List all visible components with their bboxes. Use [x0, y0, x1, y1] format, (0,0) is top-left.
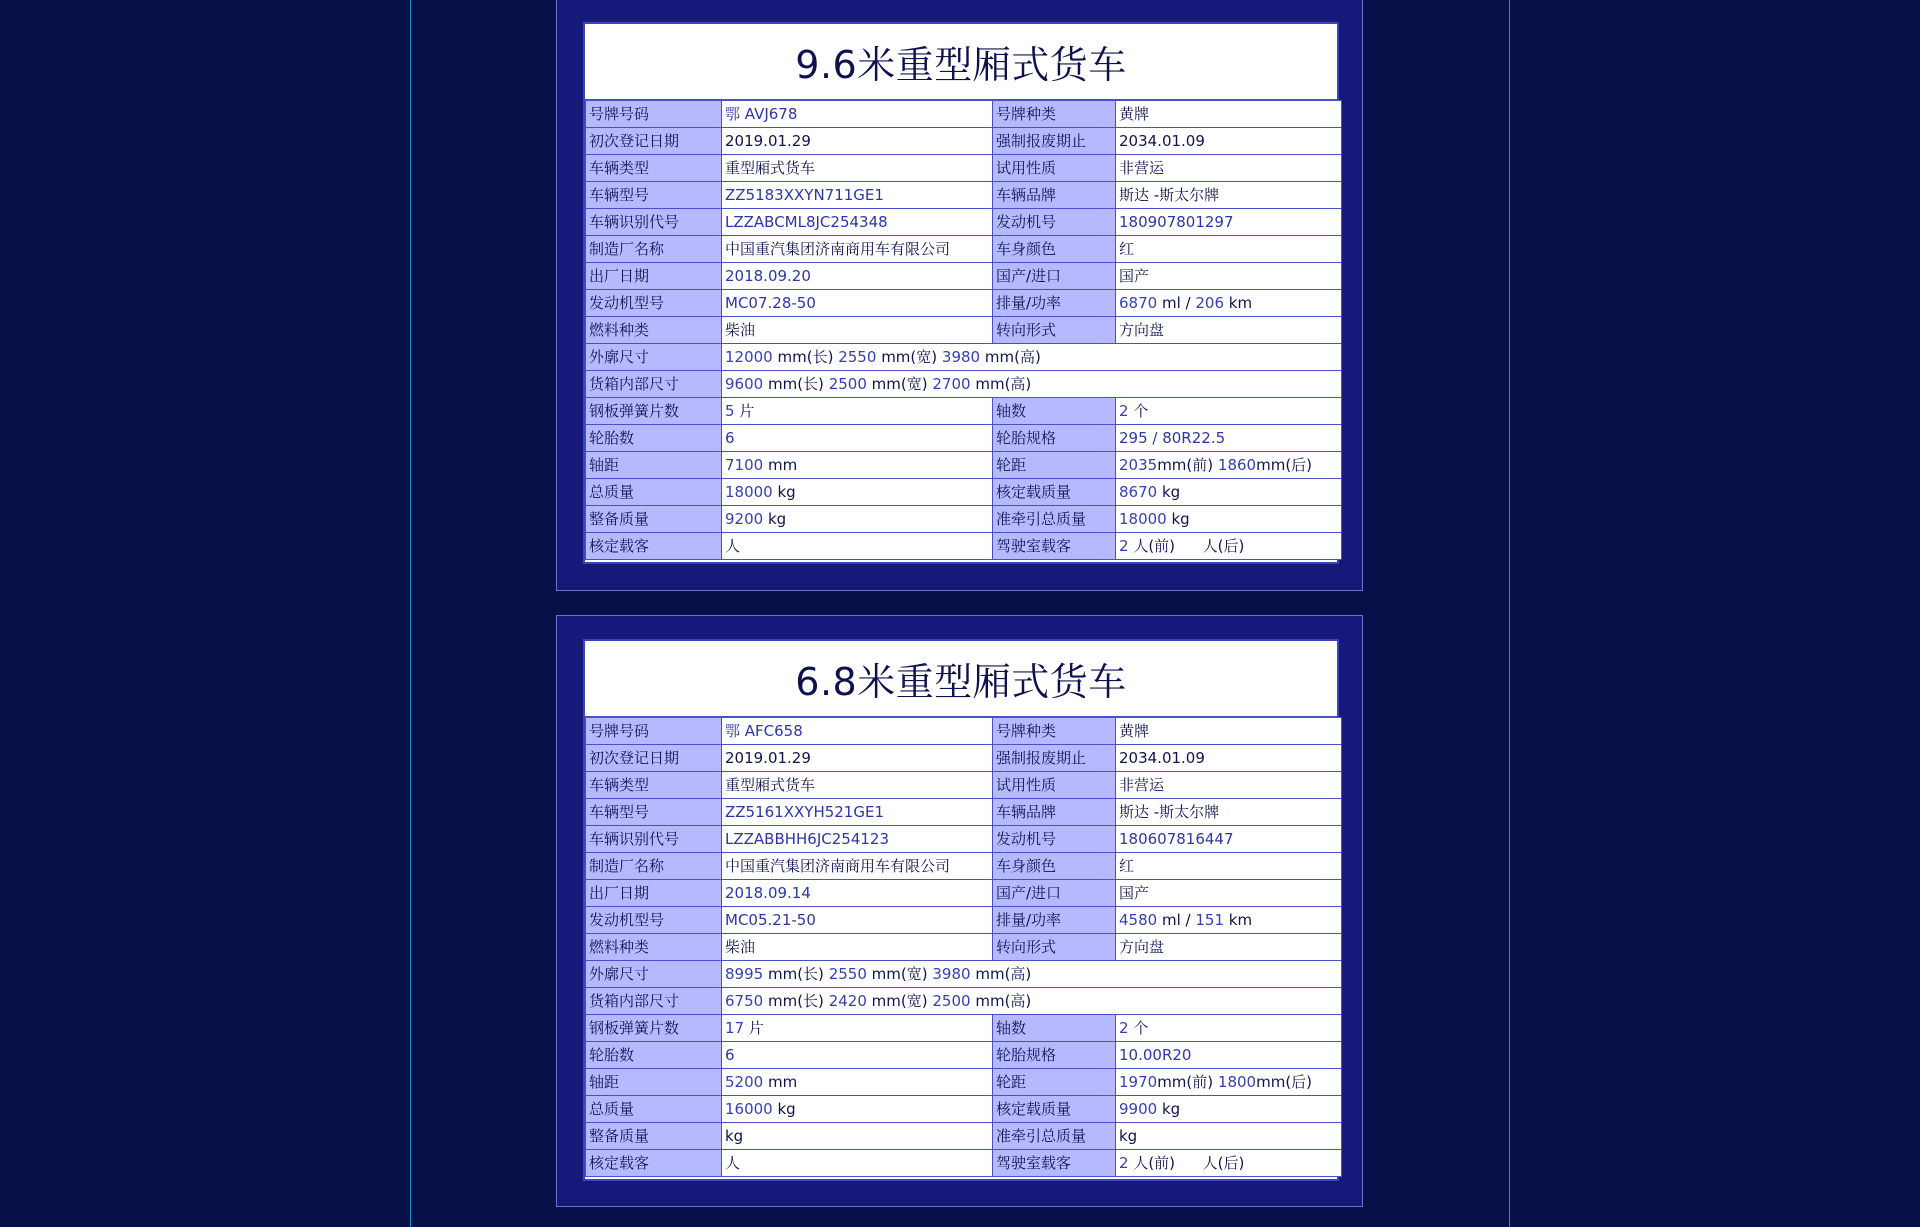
- spec-sheet-2: [583, 639, 1339, 1181]
- label-brand: 车辆品牌: [993, 182, 1116, 209]
- value-engine-no: 180907801297: [1116, 209, 1342, 236]
- label-manufacture-date: 出厂日期: [586, 880, 722, 907]
- value-manufacture-date: 2018.09.20: [722, 263, 993, 290]
- value-cab-passengers: [1116, 1150, 1342, 1177]
- label-wheelbase: 轴距: [586, 452, 722, 479]
- table-row: [586, 101, 1342, 128]
- sheet-title-2: 6.8米重型厢式货车: [585, 641, 1337, 717]
- value-track: [1116, 452, 1342, 479]
- label-use-nature: 试用性质: [993, 155, 1116, 182]
- outer-width-unit: mm(宽): [871, 965, 928, 983]
- tow-mass-unit: kg: [1171, 510, 1190, 528]
- value-gross-mass: [722, 1096, 993, 1123]
- label-body-color: 车身颜色: [993, 853, 1116, 880]
- label-track: 轮距: [993, 1069, 1116, 1096]
- value-fuel-type: 柴油: [722, 934, 993, 961]
- cargo-width-unit: mm(宽): [871, 992, 928, 1010]
- table-row: [586, 344, 1342, 371]
- table-row: [586, 1096, 1342, 1123]
- label-steering: 转向形式: [993, 934, 1116, 961]
- label-axles: 轴数: [993, 398, 1116, 425]
- cargo-width: 2420: [828, 992, 867, 1010]
- label-vehicle-type: 车辆类型: [586, 155, 722, 182]
- label-engine-model: 发动机型号: [586, 290, 722, 317]
- cab-front-unit: 人(前): [1133, 537, 1176, 555]
- rated-passengers-unit: 人: [725, 537, 741, 555]
- value-license-type: 黄牌: [1116, 718, 1342, 745]
- leaf-springs-unit: 片: [739, 402, 755, 420]
- label-gross-mass: 总质量: [586, 479, 722, 506]
- label-fuel-type: 燃料种类: [586, 317, 722, 344]
- label-curb-mass: 整备质量: [586, 506, 722, 533]
- value-cargo-dimensions: [722, 371, 1342, 398]
- label-license-no: 号牌号码: [586, 101, 722, 128]
- table-row: [586, 182, 1342, 209]
- label-engine-model: 发动机型号: [586, 907, 722, 934]
- table-row: [586, 209, 1342, 236]
- cargo-length-unit: mm(长): [767, 375, 824, 393]
- displacement-value: 4580: [1119, 911, 1158, 929]
- tow-mass-unit: kg: [1119, 1127, 1138, 1145]
- leaf-springs-number: 17: [725, 1019, 745, 1037]
- label-curb-mass: 整备质量: [586, 1123, 722, 1150]
- table-row: [586, 425, 1342, 452]
- table-row: [586, 263, 1342, 290]
- cargo-height: 2500: [932, 992, 971, 1010]
- value-use-nature: 非营运: [1116, 155, 1342, 182]
- value-vehicle-type: 重型厢式货车: [722, 155, 993, 182]
- table-row: [586, 961, 1342, 988]
- label-use-nature: 试用性质: [993, 772, 1116, 799]
- table-row: [586, 1015, 1342, 1042]
- outer-height-unit: mm(高): [975, 965, 1032, 983]
- label-rated-passengers: 核定载客: [586, 1150, 722, 1177]
- table-row: [586, 772, 1342, 799]
- cargo-width: 2500: [828, 375, 867, 393]
- label-vehicle-model: 车辆型号: [586, 182, 722, 209]
- label-tow-mass: 准牵引总质量: [993, 1123, 1116, 1150]
- value-scrap-deadline: 2034.01.09: [1116, 745, 1342, 772]
- track-rear-unit: mm(后): [1256, 1073, 1313, 1091]
- rated-passengers-unit: 人: [725, 1154, 741, 1172]
- value-vin: LZZABCML8JC254348: [722, 209, 993, 236]
- outer-length: 12000: [725, 348, 773, 366]
- rated-load-unit: kg: [1161, 1100, 1181, 1118]
- label-cargo-dimensions: 货箱内部尺寸: [586, 371, 722, 398]
- track-rear-unit: mm(后): [1256, 456, 1313, 474]
- rated-load-number: 9900: [1119, 1100, 1158, 1118]
- label-outer-dimensions: 外廓尺寸: [586, 344, 722, 371]
- table-row: [586, 826, 1342, 853]
- value-rated-passengers: [722, 1150, 993, 1177]
- curb-mass-unit: kg: [725, 1127, 744, 1145]
- label-scrap-deadline: 强制报废期止: [993, 745, 1116, 772]
- cab-rear-unit: 人(后): [1202, 537, 1245, 555]
- track-front-unit: mm(前): [1157, 456, 1214, 474]
- power-value: 206: [1195, 294, 1225, 312]
- separator: /: [1185, 294, 1191, 312]
- power-value: 151: [1195, 911, 1225, 929]
- table-row: [586, 934, 1342, 961]
- value-rated-load: [1116, 1096, 1342, 1123]
- wheelbase-number: 7100: [725, 456, 764, 474]
- label-tow-mass: 准牵引总质量: [993, 506, 1116, 533]
- cab-front-number: 2: [1119, 1154, 1129, 1172]
- value-leaf-springs: [722, 1015, 993, 1042]
- table-row: [586, 1123, 1342, 1150]
- curb-mass-unit: kg: [767, 510, 787, 528]
- label-scrap-deadline: 强制报废期止: [993, 128, 1116, 155]
- label-manufacture-date: 出厂日期: [586, 263, 722, 290]
- outer-length-unit: mm(长): [767, 965, 824, 983]
- gross-mass-unit: kg: [777, 483, 796, 501]
- outer-width-unit: mm(宽): [881, 348, 938, 366]
- value-vehicle-model: ZZ5183XXYN711GE1: [722, 182, 993, 209]
- value-vehicle-type: 重型厢式货车: [722, 772, 993, 799]
- value-rated-load: [1116, 479, 1342, 506]
- cargo-width-unit: mm(宽): [871, 375, 928, 393]
- label-rated-passengers: 核定载客: [586, 533, 722, 560]
- value-first-reg-date: 2019.01.29: [722, 128, 993, 155]
- left-guide-line: [410, 0, 411, 1227]
- value-vehicle-model: ZZ5161XXYH521GE1: [722, 799, 993, 826]
- gross-mass-number: 16000: [725, 1100, 773, 1118]
- table-row: [586, 1069, 1342, 1096]
- table-row: [586, 371, 1342, 398]
- label-license-type: 号牌种类: [993, 101, 1116, 128]
- value-manufacturer: 中国重汽集团济南商用车有限公司: [722, 236, 993, 263]
- right-guide-line: [1509, 0, 1510, 1227]
- track-rear: 1860: [1217, 456, 1257, 474]
- table-row: [586, 155, 1342, 182]
- value-wheelbase: [722, 452, 993, 479]
- leaf-springs-unit: 片: [748, 1019, 764, 1037]
- label-origin: 国产/进口: [993, 263, 1116, 290]
- outer-width: 2550: [838, 348, 877, 366]
- value-displacement-power: [1116, 290, 1342, 317]
- table-row: [586, 290, 1342, 317]
- track-front: 2035: [1119, 456, 1158, 474]
- table-row: [586, 907, 1342, 934]
- outer-height: 3980: [941, 348, 981, 366]
- table-row: [586, 533, 1342, 560]
- table-row: [586, 718, 1342, 745]
- rated-load-unit: kg: [1161, 483, 1181, 501]
- label-rated-load: 核定载质量: [993, 479, 1116, 506]
- value-wheelbase: [722, 1069, 993, 1096]
- cargo-height-unit: mm(高): [975, 992, 1032, 1010]
- outer-width: 2550: [828, 965, 867, 983]
- label-gross-mass: 总质量: [586, 1096, 722, 1123]
- value-rated-passengers: [722, 533, 993, 560]
- gross-mass-unit: kg: [777, 1100, 796, 1118]
- label-manufacturer: 制造厂名称: [586, 853, 722, 880]
- outer-length: 8995: [725, 965, 764, 983]
- cargo-height-unit: mm(高): [975, 375, 1032, 393]
- cargo-length: 9600: [725, 375, 764, 393]
- label-wheelbase: 轴距: [586, 1069, 722, 1096]
- value-scrap-deadline: 2034.01.09: [1116, 128, 1342, 155]
- label-outer-dimensions: 外廓尺寸: [586, 961, 722, 988]
- label-leaf-springs: 钢板弹簧片数: [586, 398, 722, 425]
- table-row: [586, 128, 1342, 155]
- displacement-unit: ml: [1161, 294, 1181, 312]
- spec-sheet-1: [583, 22, 1339, 564]
- displacement-value: 6870: [1119, 294, 1158, 312]
- value-steering: 方向盘: [1116, 934, 1342, 961]
- value-brand: 斯达 -斯太尔牌: [1116, 799, 1342, 826]
- value-curb-mass: [722, 1123, 993, 1150]
- outer-height: 3980: [932, 965, 971, 983]
- value-outer-dimensions: [722, 344, 1342, 371]
- gross-mass-number: 18000: [725, 483, 773, 501]
- value-cargo-dimensions: [722, 988, 1342, 1015]
- cab-front-unit: 人(前): [1133, 1154, 1176, 1172]
- axles-unit: 个: [1133, 402, 1149, 420]
- spec-table-2: [585, 717, 1342, 1177]
- label-body-color: 车身颜色: [993, 236, 1116, 263]
- table-row: [586, 988, 1342, 1015]
- value-curb-mass: [722, 506, 993, 533]
- label-fuel-type: 燃料种类: [586, 934, 722, 961]
- vehicle-card-1: [556, 0, 1363, 591]
- label-vin: 车辆识别代号: [586, 826, 722, 853]
- value-body-color: 红: [1116, 853, 1342, 880]
- label-license-type: 号牌种类: [993, 718, 1116, 745]
- table-row: [586, 853, 1342, 880]
- value-origin: 国产: [1116, 880, 1342, 907]
- label-brand: 车辆品牌: [993, 799, 1116, 826]
- value-cab-passengers: [1116, 533, 1342, 560]
- wheelbase-unit: mm: [767, 456, 798, 474]
- label-tire-count: 轮胎数: [586, 425, 722, 452]
- cargo-height: 2700: [932, 375, 971, 393]
- value-tire-spec: 10.00R20: [1116, 1042, 1342, 1069]
- track-front-unit: mm(前): [1157, 1073, 1214, 1091]
- cab-front-number: 2: [1119, 537, 1129, 555]
- value-use-nature: 非营运: [1116, 772, 1342, 799]
- label-vehicle-model: 车辆型号: [586, 799, 722, 826]
- cargo-length: 6750: [725, 992, 764, 1010]
- table-row: [586, 479, 1342, 506]
- value-vin: LZZABBHH6JC254123: [722, 826, 993, 853]
- label-displacement-power: 排量/功率: [993, 907, 1116, 934]
- value-body-color: 红: [1116, 236, 1342, 263]
- value-engine-model: MC05.21-50: [722, 907, 993, 934]
- table-row: [586, 745, 1342, 772]
- value-origin: 国产: [1116, 263, 1342, 290]
- table-row: [586, 236, 1342, 263]
- label-cargo-dimensions: 货箱内部尺寸: [586, 988, 722, 1015]
- displacement-unit: ml: [1161, 911, 1181, 929]
- table-row: [586, 1042, 1342, 1069]
- table-row: [586, 506, 1342, 533]
- value-axles: [1116, 1015, 1342, 1042]
- value-leaf-springs: [722, 398, 993, 425]
- power-unit: km: [1228, 911, 1253, 929]
- label-vehicle-type: 车辆类型: [586, 772, 722, 799]
- value-manufacture-date: 2018.09.14: [722, 880, 993, 907]
- value-first-reg-date: 2019.01.29: [722, 745, 993, 772]
- table-row: [586, 799, 1342, 826]
- value-outer-dimensions: [722, 961, 1342, 988]
- tow-mass-number: 18000: [1119, 510, 1167, 528]
- label-engine-no: 发动机号: [993, 826, 1116, 853]
- value-brand: 斯达 -斯太尔牌: [1116, 182, 1342, 209]
- track-front: 1970: [1119, 1073, 1158, 1091]
- value-license-type: 黄牌: [1116, 101, 1342, 128]
- value-steering: 方向盘: [1116, 317, 1342, 344]
- sheet-title-1: 9.6米重型厢式货车: [585, 24, 1337, 100]
- axles-number: 2: [1119, 1019, 1129, 1037]
- cab-rear-unit: 人(后): [1202, 1154, 1245, 1172]
- label-tire-count: 轮胎数: [586, 1042, 722, 1069]
- wheelbase-unit: mm: [767, 1073, 798, 1091]
- label-first-reg-date: 初次登记日期: [586, 745, 722, 772]
- value-axles: [1116, 398, 1342, 425]
- value-track: [1116, 1069, 1342, 1096]
- label-steering: 转向形式: [993, 317, 1116, 344]
- label-displacement-power: 排量/功率: [993, 290, 1116, 317]
- power-unit: km: [1228, 294, 1253, 312]
- value-tire-count: 6: [722, 425, 993, 452]
- value-license-no: 鄂 AVJ678: [722, 101, 993, 128]
- label-track: 轮距: [993, 452, 1116, 479]
- table-row: [586, 1150, 1342, 1177]
- value-engine-model: MC07.28-50: [722, 290, 993, 317]
- label-vin: 车辆识别代号: [586, 209, 722, 236]
- value-fuel-type: 柴油: [722, 317, 993, 344]
- value-gross-mass: [722, 479, 993, 506]
- value-tow-mass: [1116, 1123, 1342, 1150]
- wheelbase-number: 5200: [725, 1073, 764, 1091]
- value-tow-mass: [1116, 506, 1342, 533]
- rated-load-number: 8670: [1119, 483, 1158, 501]
- value-engine-no: 180607816447: [1116, 826, 1342, 853]
- label-rated-load: 核定载质量: [993, 1096, 1116, 1123]
- label-engine-no: 发动机号: [993, 209, 1116, 236]
- label-tire-spec: 轮胎规格: [993, 425, 1116, 452]
- value-license-no: 鄂 AFC658: [722, 718, 993, 745]
- value-tire-spec: 295 / 80R22.5: [1116, 425, 1342, 452]
- label-tire-spec: 轮胎规格: [993, 1042, 1116, 1069]
- label-cab-passengers: 驾驶室载客: [993, 1150, 1116, 1177]
- label-license-no: 号牌号码: [586, 718, 722, 745]
- label-leaf-springs: 钢板弹簧片数: [586, 1015, 722, 1042]
- track-rear: 1800: [1217, 1073, 1257, 1091]
- curb-mass-number: 9200: [725, 510, 764, 528]
- table-row: [586, 398, 1342, 425]
- label-first-reg-date: 初次登记日期: [586, 128, 722, 155]
- table-row: [586, 452, 1342, 479]
- outer-height-unit: mm(高): [984, 348, 1041, 366]
- value-displacement-power: [1116, 907, 1342, 934]
- table-row: [586, 317, 1342, 344]
- label-manufacturer: 制造厂名称: [586, 236, 722, 263]
- outer-length-unit: mm(长): [777, 348, 834, 366]
- leaf-springs-number: 5: [725, 402, 735, 420]
- value-tire-count: 6: [722, 1042, 993, 1069]
- cargo-length-unit: mm(长): [767, 992, 824, 1010]
- label-cab-passengers: 驾驶室载客: [993, 533, 1116, 560]
- axles-number: 2: [1119, 402, 1129, 420]
- spec-table-1: [585, 100, 1342, 560]
- separator: /: [1185, 911, 1191, 929]
- axles-unit: 个: [1133, 1019, 1149, 1037]
- label-origin: 国产/进口: [993, 880, 1116, 907]
- value-manufacturer: 中国重汽集团济南商用车有限公司: [722, 853, 993, 880]
- vehicle-card-2: [556, 615, 1363, 1207]
- label-axles: 轴数: [993, 1015, 1116, 1042]
- table-row: [586, 880, 1342, 907]
